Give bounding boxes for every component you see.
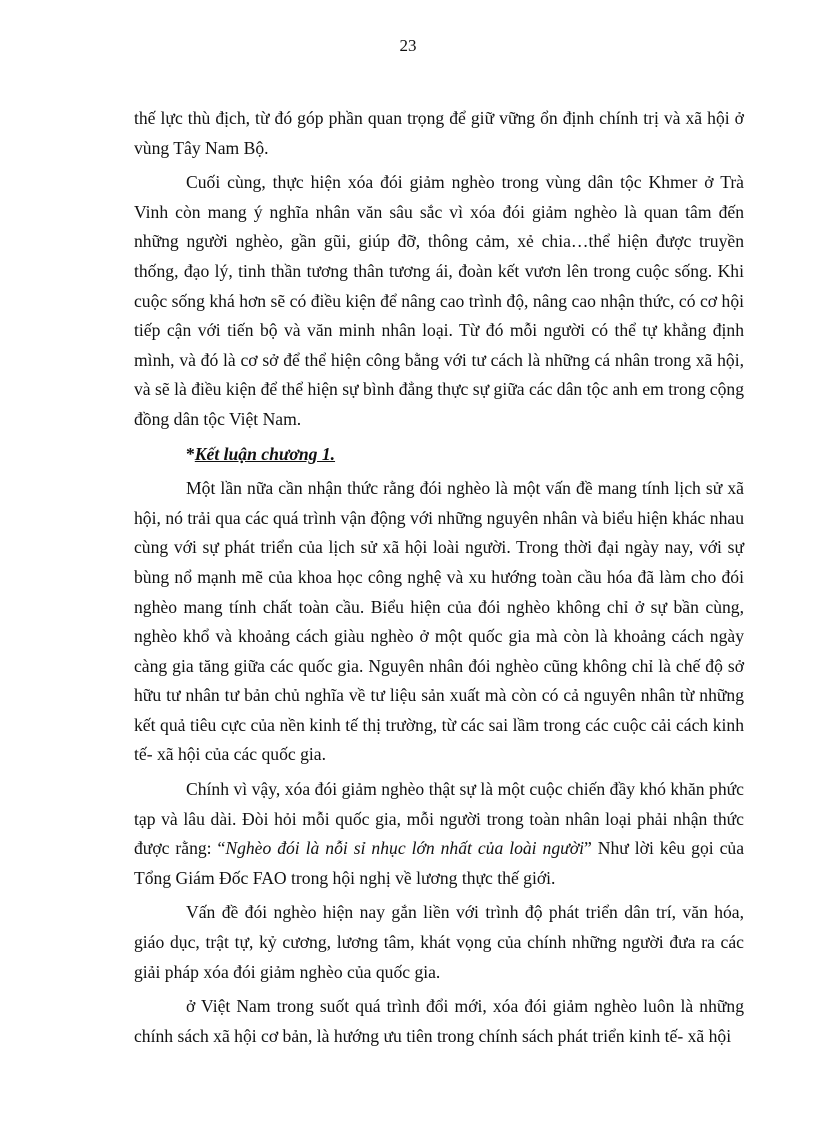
paragraph-humanitarian-meaning: Cuối cùng, thực hiện xóa đói giảm nghèo trong vùng dân tộc Khmer ở Trà Vinh còn mang ý nghĩa nhân văn sâu sắc vì xóa đói giảm nghèo là quan tâm đến những người nghèo, gần gũi, giúp đỡ, thông cảm, xẻ chia…thể hiện được truyền thống, đạo lý, tinh thần tương thân tương ái, đoàn kết vươn lên trong cuộc sống. Khi cuộc sống khá hơn sẽ có điều kiện để nâng cao trình độ, nâng cao nhận thức, có cơ hội tiếp cận với tiến bộ và văn minh nhân loại. Từ đó mỗi người có thể tự khẳng định mình, và đó là cơ sở để thể hiện công bằng với tư cách là những cá nhân trong xã hội, và sẽ là điều kiện để thể hiện sự bình đẳng thực sự giữa các dân tộc anh em trong cộng đồng dân tộc Việt Nam. xyxy=(134,172,744,429)
section-heading xyxy=(134,440,744,470)
document-body xyxy=(134,104,744,1051)
paragraph-vietnam-policy: ở Việt Nam trong suốt quá trình đổi mới, xóa đói giảm nghèo luôn là những chính sách xã hội cơ bản, là hướng ưu tiên trong chính sách phát triển kinh tế- xã hội xyxy=(134,996,744,1046)
paragraph-text: Chính vì vậy, xóa đói giảm nghèo thật sự là một cuộc chiến đầy khó khăn phức tạp và lâu dài. Đòi hỏi mỗi quốc gia, mỗi người trong toàn nhân loại phải nhận thức được rằng: “ xyxy=(134,779,744,859)
paragraph-continuation: thế lực thù địch, từ đó góp phần quan trọng để giữ vững ổn định chính trị và xã hội ở vùng Tây Nam Bộ. xyxy=(134,108,744,158)
paragraph-text: ” Như lời kêu gọi của Tổng Giám Đốc FAO trong hội nghị về lương thực thế giới. xyxy=(134,838,745,888)
paragraph-poverty-factors: Vấn đề đói nghèo hiện nay gắn liền với trình độ phát triển dân trí, văn hóa, giáo dục, trật tự, kỷ cương, lương tâm, khát vọng của chính những người đưa ra các giải pháp xóa đói giảm nghèo của quốc gia. xyxy=(134,902,744,982)
heading-title: Kết luận chương 1. xyxy=(194,443,336,464)
heading-asterisk: * xyxy=(186,443,195,464)
page-number: 23 xyxy=(399,36,417,55)
paragraph-fight-against-poverty xyxy=(134,775,744,893)
paragraph-poverty-history: Một lần nữa cần nhận thức rằng đói nghèo là một vấn đề mang tính lịch sử xã hội, nó trải qua các quá trình vận động với những nguyên nhân và biểu hiện khác nhau cùng với sự phát triển của lịch sử xã hội loài người. Trong thời đại ngày nay, với sự bùng nổ mạnh mẽ của khoa học công nghệ và xu hướng toàn cầu hóa đã làm cho đói nghèo mang tính chất toàn cầu. Biểu hiện của đói nghèo không chỉ ở sự bần cùng, nghèo khổ và khoảng cách giàu nghèo ở một quốc gia mà còn là khoảng cách ngày càng gia tăng giữa các quốc gia. Nguyên nhân đói nghèo cũng không chỉ là chế độ sở hữu tư nhân tư bản chủ nghĩa về tư liệu sản xuất mà còn có cả nguyên nhân từ những kết quả tiêu cực của nền kinh tế thị trường, từ các sai lầm trong các cuộc cải cách kinh tế- xã hội của các quốc gia. xyxy=(134,478,744,765)
fao-quote: Nghèo đói là nỗi sỉ nhục lớn nhất của loài người xyxy=(225,838,584,859)
